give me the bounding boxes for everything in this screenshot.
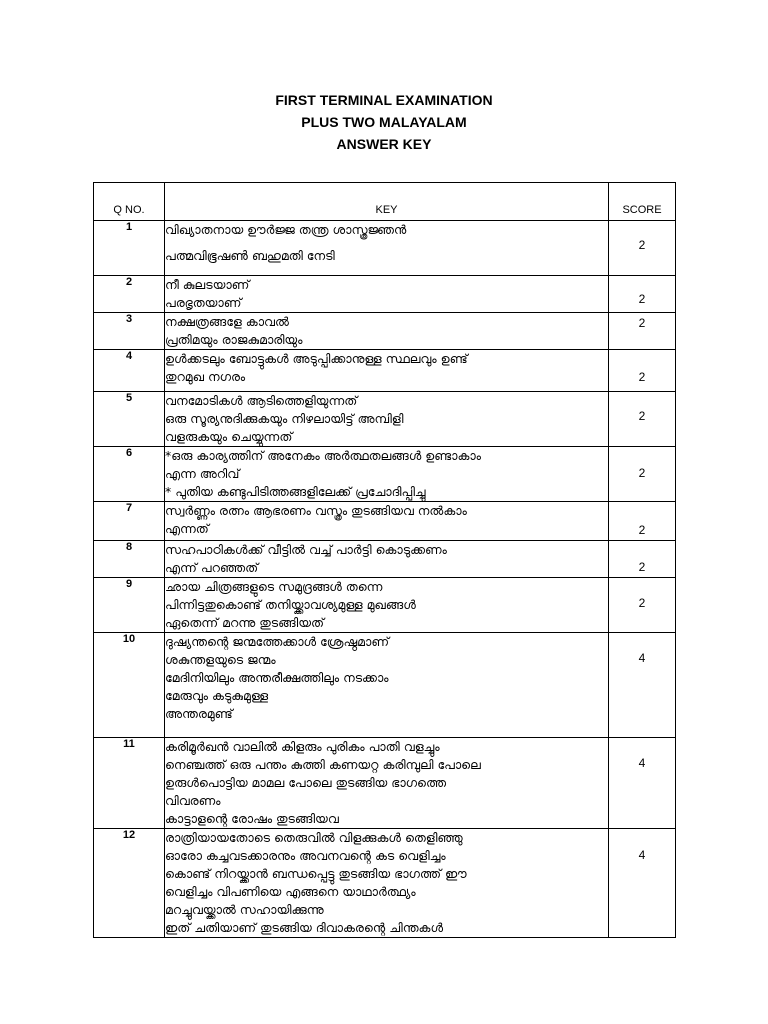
answer-line: കരിമൂർഖൻ വാലിൽ കിളരും പുരികം പാതി വളച്ചും	[165, 739, 440, 754]
table-header-row	[94, 183, 676, 221]
answer-key-cell	[165, 633, 609, 738]
answer-line: വനമോടികൾ ആടിത്തെളിയുന്നത്	[165, 393, 358, 408]
answer-line: നെഞ്ചത്ത് ഒരു പന്തം കുത്തി കണയറ്റ കരിമ്പുലി പോലെ	[165, 757, 481, 772]
answer-line: സഹപാഠികൾക്ക് വീട്ടിൽ വച്ച് പാർട്ടി കൊടുക്കണം	[165, 542, 447, 557]
answer-line: ഓരോ കച്ചവടക്കാരനും അവനവന്റെ കട വെളിച്ചം	[165, 848, 446, 863]
question-number: 11	[94, 738, 165, 829]
score-cell	[609, 633, 676, 738]
answer-line: ഛായ ചിത്രങ്ങളുടെ സമുദ്രങ്ങൾ തന്നെ	[165, 579, 383, 594]
answer-line: മേദിനിയിലും അന്തരീക്ഷത്തിലും നടക്കാം	[165, 670, 389, 685]
table-row	[94, 738, 676, 829]
score-cell	[609, 350, 676, 392]
answer-line: പ്രതിമയും രാജകുമാരിയും	[165, 332, 303, 347]
score-value: 2	[638, 560, 646, 574]
answer-line: പരഭൃതയാണ്	[165, 295, 242, 310]
answer-line: കൊണ്ട് നിറയ്ക്കാൻ ബന്ധപ്പെട്ടു തുടങ്ങിയ ഭാഗത്ത് ഈ	[165, 866, 467, 881]
answer-line: കാട്ടാളന്റെ രോഷം തുടങ്ങിയവ	[165, 811, 339, 826]
score-value: 2	[638, 292, 646, 306]
answer-key-cell	[165, 829, 609, 938]
score-cell	[609, 829, 676, 938]
score-value: 2	[638, 238, 646, 252]
table-row	[94, 502, 676, 541]
score-cell	[609, 502, 676, 541]
score-value: 2	[638, 466, 646, 480]
answer-line: മറച്ചുവയ്ക്കാൽ സഹായിക്കുന്നു	[165, 902, 324, 917]
answer-key-cell	[165, 392, 609, 447]
score-cell	[609, 392, 676, 447]
question-number: 10	[94, 633, 165, 738]
answer-line: ഏതെന്ന് മറന്നു തുടങ്ങിയത്	[165, 615, 325, 630]
answer-key-cell	[165, 738, 609, 829]
score-cell	[609, 738, 676, 829]
score-cell	[609, 578, 676, 633]
score-value: 4	[638, 756, 646, 770]
answer-line: * പുതിയ കണ്ടുപിടിത്തങ്ങളിലേക്ക് പ്രചോദിപ്പിച്ചു	[165, 484, 426, 499]
score-value: 2	[638, 316, 646, 330]
table-row	[94, 829, 676, 938]
question-number: 12	[94, 829, 165, 938]
answer-line: *ഒരു കാര്യത്തിന് അനേകം അർത്ഥതലങ്ങൾ ഉണ്ടാകാം	[165, 448, 481, 463]
answer-line: ഉരുൾപൊട്ടിയ മാമല പോലെ തുടങ്ങിയ ഭാഗത്തെ	[165, 775, 447, 790]
answer-key-cell	[165, 350, 609, 392]
score-value: 4	[638, 848, 646, 862]
answer-line: തുറമുഖ നഗരം	[165, 369, 246, 384]
score-value: 2	[638, 370, 646, 384]
answer-line: മേരുവും കടുകുമുള്ള	[165, 688, 269, 703]
answer-line: ഉൾക്കടലും ബോട്ടുകൾ അടുപ്പിക്കാനുള്ള സ്ഥലവും ഉണ്ട്	[165, 351, 468, 366]
answer-line: ശകുന്തളയുടെ ജന്മം	[165, 652, 276, 667]
exam-title: FIRST TERMINAL EXAMINATION	[275, 92, 493, 108]
question-number: 2	[94, 276, 165, 313]
score-cell	[609, 541, 676, 578]
question-number: 9	[94, 578, 165, 633]
answer-key-cell	[165, 276, 609, 313]
score-cell	[609, 276, 676, 313]
question-number: 6	[94, 447, 165, 502]
answer-line: അന്തരമുണ്ട്	[165, 706, 233, 721]
table-row	[94, 313, 676, 350]
question-number: 3	[94, 313, 165, 350]
answer-line: ഒരു സൂര്യനുദിക്കുകയും നിഴലായിട്ട് അമ്പിളി	[165, 411, 404, 426]
answer-line: സ്വർണ്ണം രത്നം ആഭരണം വസ്ത്രം തുടങ്ങിയവ നൽകാം	[165, 503, 467, 518]
question-number: 1	[94, 221, 165, 276]
score-value: 2	[638, 523, 646, 537]
answer-key-table	[93, 182, 676, 938]
table-row	[94, 447, 676, 502]
answer-line: വെളിച്ചം വിപണിയെ എങ്ങനെ യാഥാർത്ഥ്യം	[165, 884, 416, 899]
score-value: 2	[638, 409, 646, 423]
answer-line: പത്മവിഭൂഷൺ ബഹുമതി നേടി	[165, 248, 335, 263]
score-value: 2	[638, 596, 646, 610]
table-row	[94, 392, 676, 447]
answer-line: ദുഷ്യന്തന്റെ ജന്മത്തേക്കാൾ ശ്രേഷ്ഠമാണ്	[165, 634, 390, 649]
document-header	[0, 89, 768, 155]
column-header-score: SCORE	[609, 183, 676, 221]
table-row	[94, 221, 676, 276]
table-row	[94, 276, 676, 313]
answer-line: വളരുകയും ചെയ്യുന്നത്	[165, 429, 293, 444]
answer-key-cell	[165, 541, 609, 578]
column-header-key: KEY	[165, 183, 609, 221]
answer-line: പിന്നിട്ടതുകൊണ്ട് തനിയ്ക്കാവശ്യമുള്ള മുഖങ്ങൾ	[165, 597, 416, 612]
question-number: 5	[94, 392, 165, 447]
table-row	[94, 578, 676, 633]
question-number: 8	[94, 541, 165, 578]
subject-title: PLUS TWO MALAYALAM	[301, 114, 467, 130]
answer-key-cell	[165, 502, 609, 541]
score-value: 4	[638, 651, 646, 665]
answer-key-cell	[165, 578, 609, 633]
answer-line: രാത്രിയായതോടെ തെരുവിൽ വിളക്കുകൾ തെളിഞ്ഞു	[165, 830, 463, 845]
question-number: 7	[94, 502, 165, 541]
score-cell	[609, 313, 676, 350]
answer-line: നീ കുലടയാണ്	[165, 277, 250, 292]
answer-key-cell	[165, 221, 609, 276]
table-row	[94, 541, 676, 578]
answer-line: എന്ന അറിവ്	[165, 466, 240, 481]
answer-line: എന്ന് പറഞ്ഞത്	[165, 560, 259, 575]
answer-key-cell	[165, 313, 609, 350]
answer-key-title: ANSWER KEY	[336, 136, 432, 152]
score-cell	[609, 221, 676, 276]
answer-key-cell	[165, 447, 609, 502]
score-cell	[609, 447, 676, 502]
column-header-qno: Q NO.	[94, 183, 165, 221]
answer-line: ഇത് ചതിയാണ് തുടങ്ങിയ ദിവാകരന്റെ ചിന്തകൾ	[165, 920, 444, 935]
answer-line: എന്നത്	[165, 521, 209, 536]
question-number: 4	[94, 350, 165, 392]
answer-line: നക്ഷത്രങ്ങളേ കാവൽ	[165, 314, 289, 329]
table-row	[94, 350, 676, 392]
table-row	[94, 633, 676, 738]
answer-line: വിവരണം	[165, 793, 221, 808]
answer-line: വിഖ്യാതനായ ഊർജ്ജ തന്ത്ര ശാസ്ത്രജ്ഞൻ	[165, 222, 407, 237]
